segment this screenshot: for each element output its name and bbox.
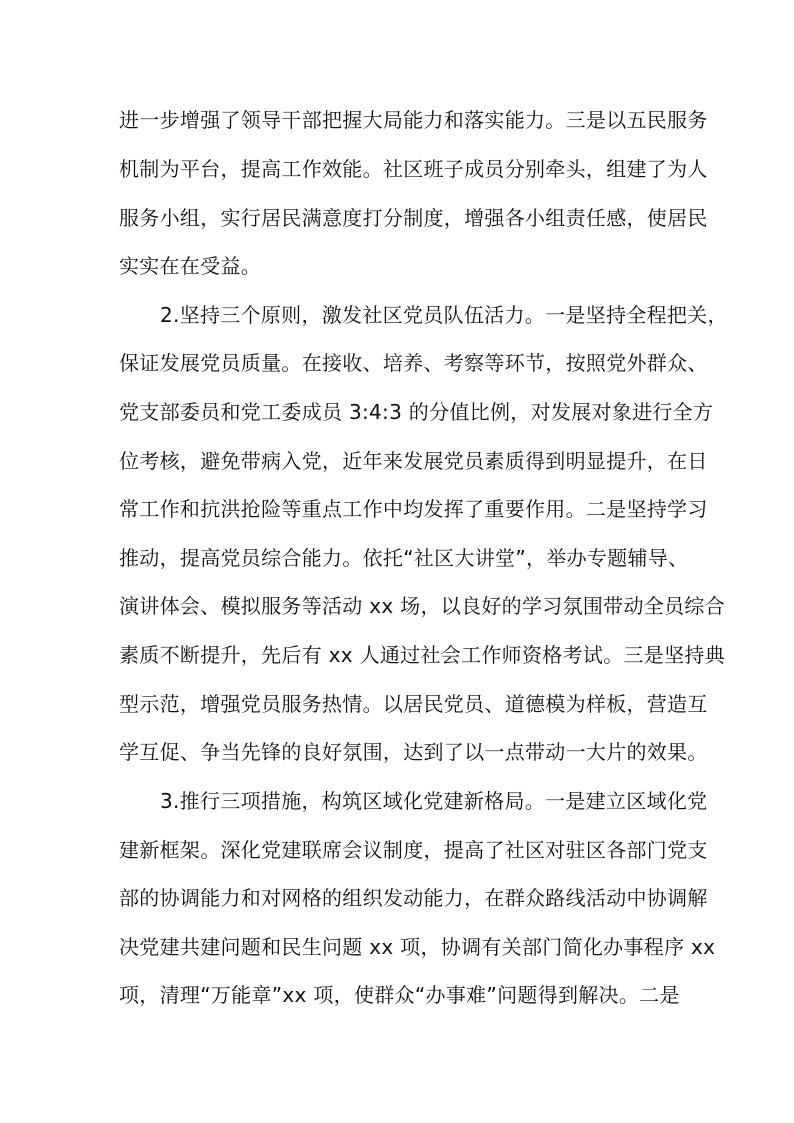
body-text-line: 实实在在受益。 bbox=[119, 254, 262, 278]
body-text-line: 部的协调能力和对网格的组织发动能力，在群众路线活动中协调解 bbox=[119, 886, 708, 910]
body-text-line: 建新框架。深化党建联席会议制度，提高了社区对驻区各部门党支 bbox=[119, 838, 708, 862]
body-text-line: 常工作和抗洪抢险等重点工作中均发挥了重要作用。二是坚持学习 bbox=[119, 497, 708, 521]
body-text-line: 素质不断提升，先后有 xx 人通过社会工作师资格考试。三是坚持典 bbox=[119, 643, 725, 667]
body-text-line: 党支部委员和党工委成员 3:4:3 的分值比例，对发展对象进行全方 bbox=[119, 400, 714, 424]
body-text-line: 推动，提高党员综合能力。依托“社区大讲堂”，举办专题辅导、 bbox=[119, 546, 689, 570]
paragraph-start-line: 2.坚持三个原则，激发社区党员队伍活力。一是坚持全程把关， bbox=[160, 303, 728, 327]
body-text-line: 决党建共建问题和民生问题 xx 项，协调有关部门简化办事程序 xx bbox=[119, 935, 716, 959]
body-text-line: 演讲体会、模拟服务等活动 xx 场，以良好的学习氛围带动全员综合 bbox=[119, 594, 725, 618]
paragraph-start-line: 3.推行三项措施，构筑区域化党建新格局。一是建立区域化党 bbox=[160, 789, 708, 813]
body-text-line: 服务小组，实行居民满意度打分制度，增强各小组责任感，使居民 bbox=[119, 206, 708, 230]
body-text-line: 型示范，增强党员服务热情。以居民党员、道德模为样板，营造互 bbox=[119, 692, 708, 716]
body-text-line: 机制为平台，提高工作效能。社区班子成员分别牵头，组建了为人 bbox=[119, 157, 708, 181]
body-text-line: 项，清理“万能章”xx 项，使群众“办事难”问题得到解决。二是 bbox=[119, 983, 680, 1007]
body-text-line: 保证发展党员质量。在接收、培养、考察等环节，按照党外群众、 bbox=[119, 351, 708, 375]
body-text-line: 进一步增强了领导干部把握大局能力和落实能力。三是以五民服务 bbox=[119, 108, 708, 132]
body-text-line: 位考核，避免带病入党，近年来发展党员素质得到明显提升，在日 bbox=[119, 449, 708, 473]
body-text-line: 学互促、争当先锋的良好氛围，达到了以一点带动一大片的效果。 bbox=[119, 740, 708, 764]
